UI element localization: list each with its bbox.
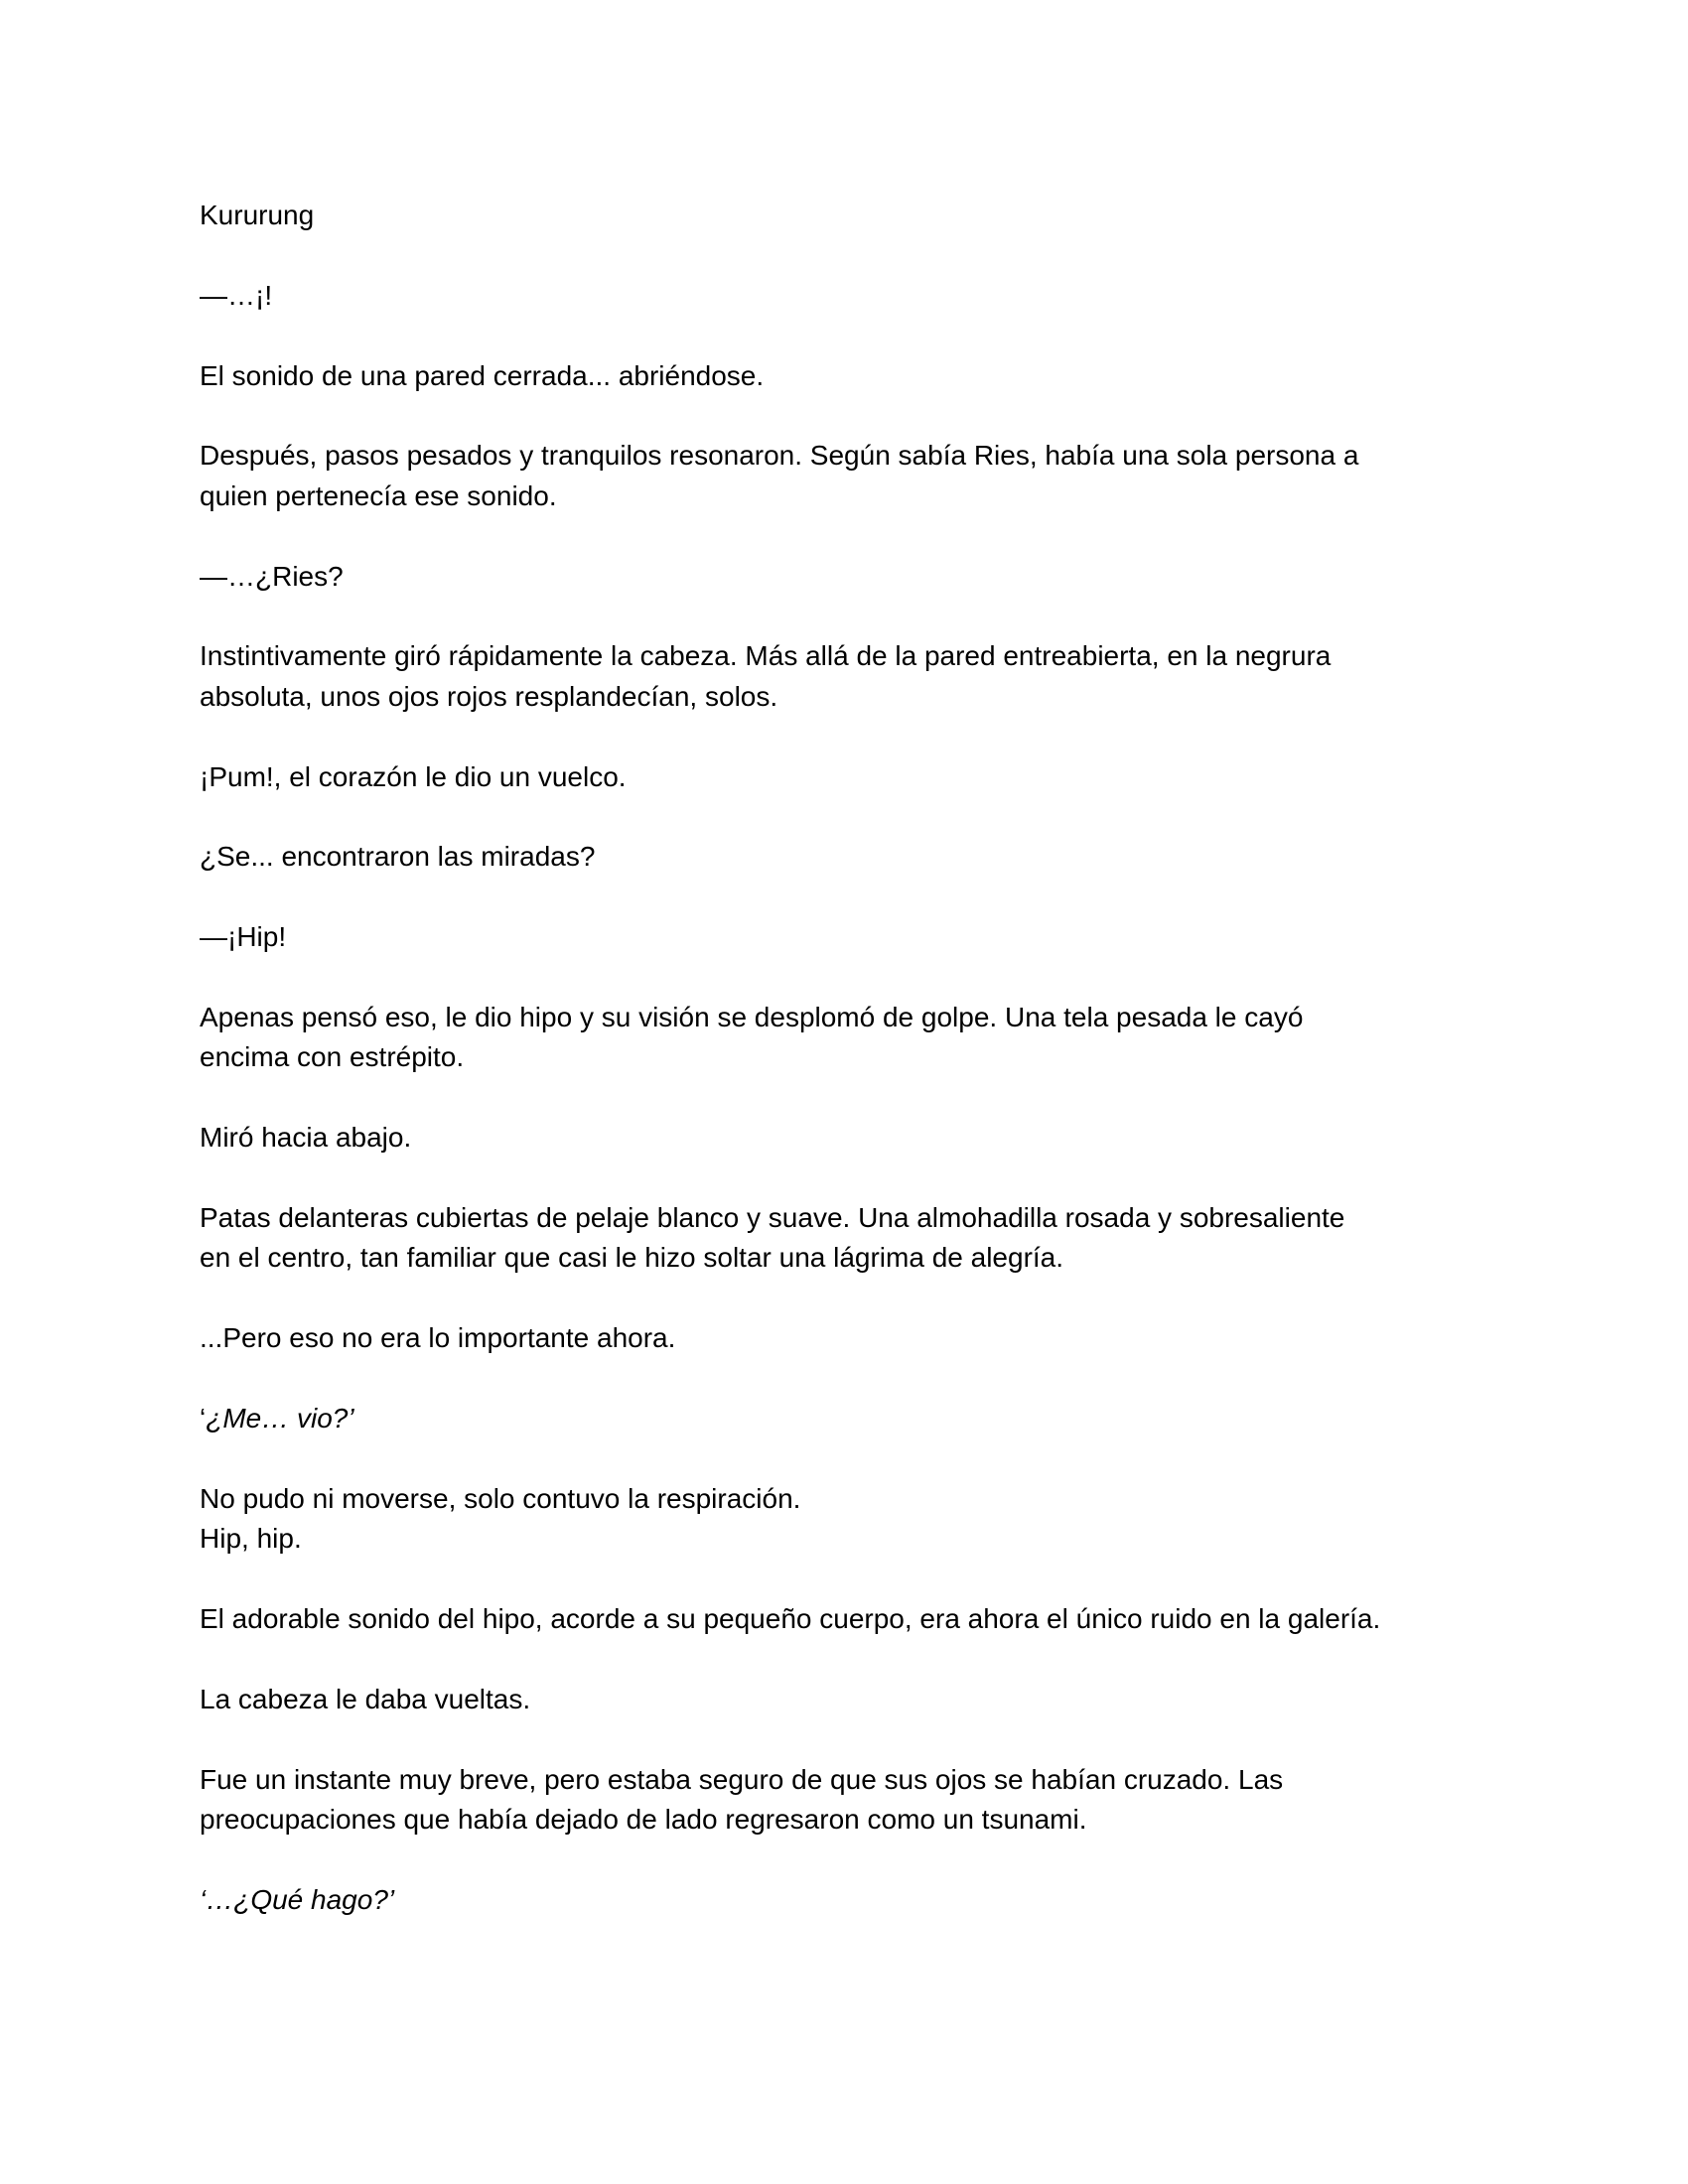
text-line	[200, 1399, 1510, 1438]
text-line: absoluta, unos ojos rojos resplandecían, solos.	[200, 680, 778, 712]
paragraph	[200, 1599, 1510, 1639]
paragraph	[200, 1318, 1510, 1358]
paragraph	[200, 636, 1510, 717]
text-line: Fue un instante muy breve, pero estaba seguro de que sus ojos se habían cruzado. Las	[200, 1763, 1284, 1795]
paragraph	[200, 1760, 1510, 1841]
text-line: No pudo ni moverse, solo contuvo la respiración.	[200, 1482, 801, 1514]
thought-paragraph	[200, 1399, 1510, 1438]
text-line: Después, pasos pesados y tranquilos resonaron. Según sabía Ries, había una sola persona a	[200, 440, 1359, 472]
paragraph	[200, 1118, 1510, 1158]
title-line	[200, 196, 1510, 235]
paragraph	[200, 757, 1510, 797]
text-line: ¡Pum!, el corazón le dio un vuelco.	[200, 760, 627, 792]
paragraph	[200, 1680, 1510, 1719]
text-line: ¿Se... encontraron las miradas?	[200, 841, 596, 873]
text-line: La cabeza le daba vueltas.	[200, 1683, 531, 1714]
text-line: El sonido de una pared cerrada... abriéndose.	[200, 359, 765, 391]
text-line: en el centro, tan familiar que casi le hizo soltar una lágrima de alegría.	[200, 1242, 1064, 1274]
dialogue-paragraph	[200, 917, 1510, 957]
text-line: Apenas pensó eso, le dio hipo y su visión se desplomó de golpe. Una tela pesada le cayó	[200, 1001, 1304, 1032]
quote-mark: ‘	[200, 1402, 207, 1433]
document-page	[200, 196, 1510, 1961]
paragraph	[200, 1479, 1510, 1560]
italic-thought: ‘…¿Qué hago?’	[200, 1883, 395, 1915]
text-line: El adorable sonido del hipo, acorde a su pequeño cuerpo, era ahora el único ruido en la galería.	[200, 1602, 1381, 1634]
dialogue-paragraph	[200, 276, 1510, 316]
thought-paragraph	[200, 1880, 1510, 1920]
paragraph	[200, 356, 1510, 396]
text-line: Patas delanteras cubiertas de pelaje blanco y suave. Una almohadilla rosada y sobresaliente	[200, 1201, 1345, 1233]
text-line: —¡Hip!	[200, 921, 287, 953]
text-line: Hip, hip.	[200, 1523, 302, 1555]
paragraph	[200, 1198, 1510, 1279]
text-line: —…¡!	[200, 279, 273, 311]
paragraph	[200, 998, 1510, 1078]
paragraph	[200, 436, 1510, 516]
text-line: Instintivamente giró rápidamente la cabeza. Más allá de la pared entreabierta, en la negrura	[200, 640, 1332, 672]
text-line: Miró hacia abajo.	[200, 1122, 412, 1154]
italic-thought: ¿Me… vio?’	[206, 1402, 354, 1433]
text-line: Kururung	[200, 200, 315, 230]
text-line: quien pertenecía ese sonido.	[200, 479, 557, 511]
dialogue-paragraph	[200, 557, 1510, 597]
text-line: encima con estrépito.	[200, 1041, 465, 1073]
text-line: —…¿Ries?	[200, 560, 344, 592]
text-line: ...Pero eso no era lo importante ahora.	[200, 1322, 676, 1354]
paragraph	[200, 837, 1510, 877]
text-line: preocupaciones que había dejado de lado regresaron como un tsunami.	[200, 1803, 1087, 1835]
